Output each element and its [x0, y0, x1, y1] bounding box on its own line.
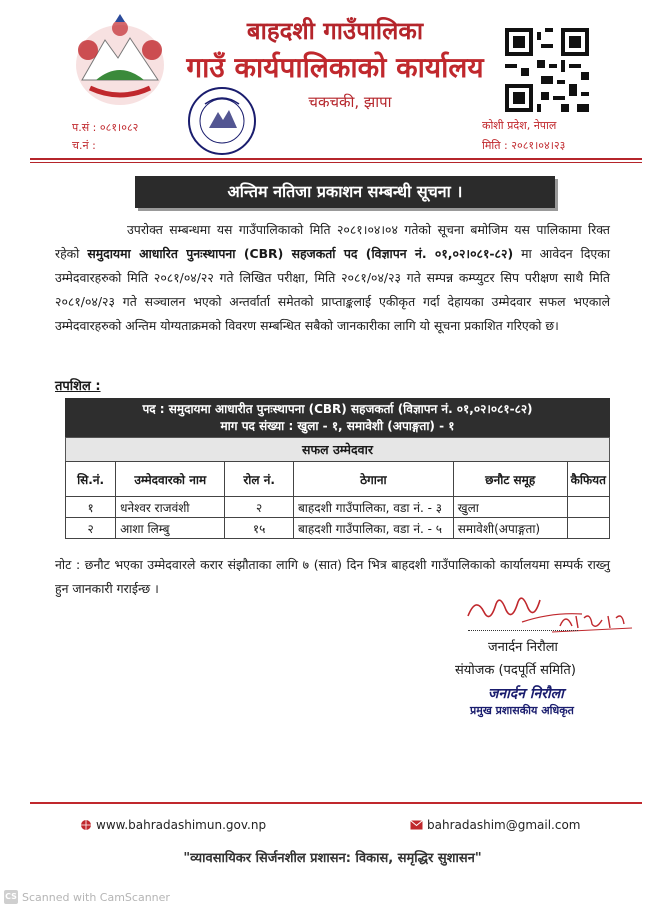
notice-body: उपरोक्त सम्बन्धमा यस गाउँपालिकाको मिति २०८१।०४।०४ गतेको सूचना बमोजिम यस पालिकामा रिक्त रहेको समुदायमा आधारित पुनःस्थापना (CBR) सहजकर्ता पद (विज्ञापन नं. ०१,०२।०८१-८२) मा आवेदन दिएका उम्मेदवारहरुको मिति २०८१/०४/२२ गते लिखित परीक्षा, मिति २०८१/०४/२३ गते सम्पन्न कम्प्युटर सिप परीक्षण साथै मिति २०८१/०४/२३ गते सञ्चालन भएको अन्तर्वार्ता समेतको प्राप्ताङ्कलाई एकीकृत गर्दा देहायका उम्मेदवार सफल भएकाले उम्मेदवारहरुको अन्तिम योग्यताक्रमको विवरण सम्बन्धित सबैको जानकारीका लागि यो सूचना प्रकाशित गरिएको छ।	[55, 222, 611, 333]
office-location: चकचकी, झापा	[308, 93, 392, 111]
results-table	[65, 398, 610, 539]
stamp-name: जनार्दन निरौला	[488, 686, 564, 702]
province-label: कोशी प्रदेश, नेपाल	[482, 119, 557, 132]
camscanner-logo-icon: CS	[4, 890, 18, 904]
table-section-title: सफल उम्मेदवार	[65, 437, 610, 461]
header-divider-thin	[30, 162, 642, 163]
footer-slogan: "व्यावसायिकर सिर्जनशील प्रशासन: विकास, समृद्धिर सुशासन"	[183, 851, 482, 866]
qr-code-icon	[505, 28, 589, 112]
footer-website[interactable]: www.bahradashimun.gov.np	[80, 818, 266, 832]
col-serial: सि.नं.	[66, 462, 116, 497]
footer-email[interactable]: bahradashim@gmail.com	[410, 818, 581, 832]
col-remarks: कैफियत	[567, 462, 609, 497]
table-row: १ धनेश्वर राजवंशी २ बाहदशी गाउँपालिका, वडा नं. - ३ खुला	[66, 497, 610, 518]
table-post-header: पद : समुदायमा आधारीत पुनःस्थापना (CBR) सहजकर्ता (विज्ञापन नं. ०१,०२।०८१-८२) माग पद संख्या : खुला - १, समावेशी (अपाङ्गता) - १	[65, 398, 610, 437]
signatory-name: जनार्दन निरौला	[488, 640, 558, 655]
municipality-seal-icon	[185, 84, 259, 158]
signatory-role: संयोजक (पदपूर्ति समिति)	[455, 663, 576, 678]
dispatch-number: च.नं :	[72, 139, 96, 152]
details-heading: तपशिल :	[55, 379, 101, 394]
letter-date: मिति : २०८१।०४।२३	[482, 139, 566, 152]
post-title-bold: समुदायमा आधारित पुनःस्थापना (CBR) सहजकर्ता पद (विज्ञापन नं. ०१,०२।०८१-८२)	[87, 246, 514, 261]
col-address: ठेगाना	[293, 462, 453, 497]
header-divider	[30, 158, 642, 160]
table-row: २ आशा लिम्बु १५ बाहदशी गाउँपालिका, वडा नं. - ५ समावेशी(अपाङ्गता)	[66, 518, 610, 539]
municipality-name: बाहदशी गाउँपालिका	[246, 16, 424, 45]
col-name: उम्मेदवारको नाम	[116, 462, 225, 497]
mail-icon	[410, 820, 423, 830]
handwritten-signature	[462, 582, 642, 644]
col-roll: रोल नं.	[225, 462, 294, 497]
notice-title: अन्तिम नतिजा प्रकाशन सम्बन्धी सूचना ।	[135, 176, 555, 208]
globe-icon	[80, 819, 92, 831]
stamp-role: प्रमुख प्रशासकीय अधिकृत	[470, 704, 574, 717]
footer-divider	[30, 802, 642, 804]
camscanner-watermark: CS Scanned with CamScanner	[5, 890, 170, 904]
signature-line	[468, 630, 578, 631]
letter-number: प.सं : ०८१।०८२	[72, 121, 139, 134]
col-group: छनौट समूह	[453, 462, 567, 497]
nepal-emblem-icon	[60, 10, 180, 110]
note-text: नोट : छनौट भएका उम्मेदवारले करार संझौताका लागि ७ (सात) दिन भित्र बाहदशी गाउँपालिकाको कार्यालयमा सम्पर्क राख्नु हुन जानकारी गराईन्छ ।	[55, 557, 610, 596]
table-header-row	[66, 462, 610, 497]
office-name: गाउँ कार्यपालिकाको कार्यालय	[186, 51, 484, 84]
